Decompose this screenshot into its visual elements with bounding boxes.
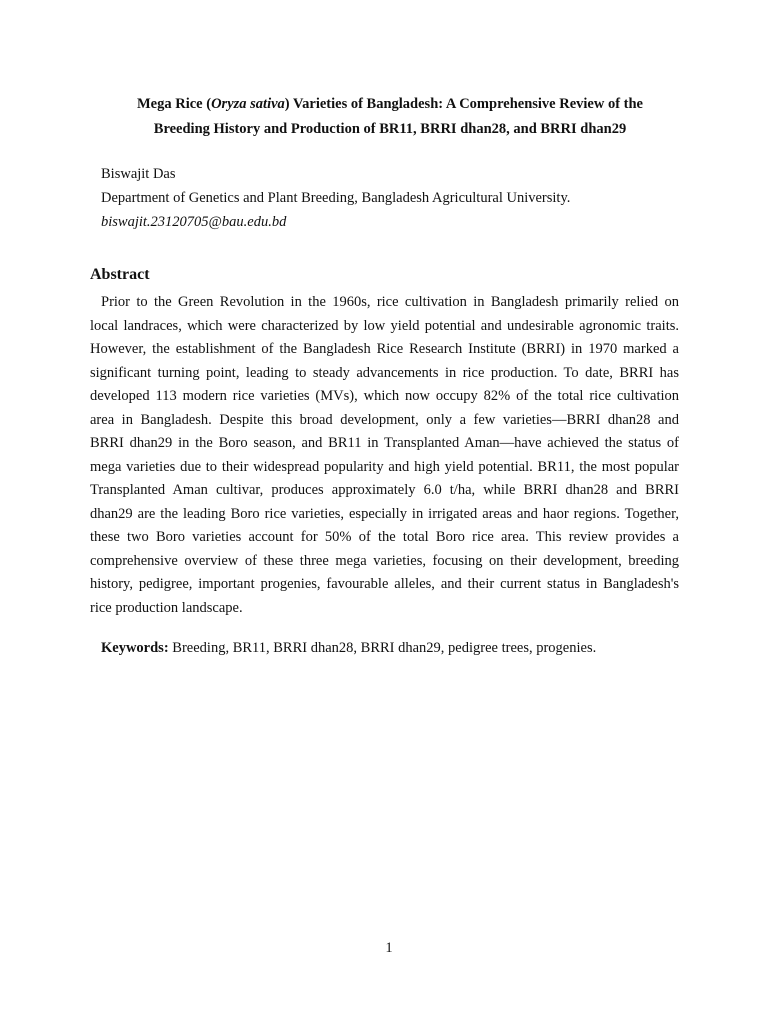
abstract-line: rice production landscape. [90, 599, 243, 616]
abstract-line: dhan29 are the leading Boro rice varieties, especially in irrigated areas and haor regions. Together, [90, 505, 679, 522]
abstract-line: However, the establishment of the Bangladesh Rice Research Institute (BRRI) in 1970 marked a [90, 341, 679, 357]
author-name: Biswajit Das [101, 166, 176, 182]
abstract-body [90, 291, 679, 620]
abstract-heading: Abstract [90, 266, 150, 283]
author-email: biswajit.23120705@bau.edu.bd [101, 214, 287, 230]
keywords-label: Keywords: [101, 640, 169, 656]
abstract-line: history, pedigree, important progenies, favourable alleles, and their current status in Bangladesh's [90, 576, 679, 592]
title-text-start: Mega Rice ( [137, 96, 212, 112]
abstract-line: mega varieties due to their widespread popularity and high yield potential. BR11, the most popular [90, 458, 679, 475]
title-species-name: Oryza sativa [211, 96, 285, 112]
abstract-line: these two Boro varieties account for 50% of the total Boro rice area. This review provides a [90, 529, 679, 545]
author-affiliation: Department of Genetics and Plant Breeding, Bangladesh Agricultural University. [101, 190, 571, 206]
abstract-line: area in Bangladesh. Despite this broad development, only a few varieties—BRRI dhan28 and [90, 411, 679, 428]
keywords-text: Breeding, BR11, BRRI dhan28, BRRI dhan29, pedigree trees, progenies. [168, 640, 597, 656]
title-line-1 [90, 92, 690, 117]
abstract-line: developed 113 modern rice varieties (MVs), which now occupy 82% of the total rice cultivation [90, 388, 679, 404]
title-line-2: Breeding History and Production of BR11, BRRI dhan28, and BRRI dhan29 [153, 121, 627, 137]
paper-title [90, 92, 690, 142]
page-number: 1 [385, 940, 393, 956]
abstract-line: Transplanted Aman cultivar, produces approximately 6.0 t/ha, while BRRI dhan28 and BRRI [90, 482, 679, 498]
abstract-line: local landraces, which were characterized by low yield potential and undesirable agronomic traits. [90, 317, 679, 334]
title-text-end: ) Varieties of Bangladesh: A Comprehensive Review of the [284, 96, 643, 112]
keywords [101, 637, 596, 659]
abstract-line: Prior to the Green Revolution in the 1960s, rice cultivation in Bangladesh primarily relied on [101, 294, 679, 310]
abstract-line: comprehensive overview of these three mega varieties, focusing on their development, breeding [90, 552, 679, 569]
author-block [101, 162, 570, 234]
abstract-line: BRRI dhan29 in the Boro season, and BR11 in Transplanted Aman—have achieved the status of [90, 435, 679, 451]
abstract-line: significant turning point, leading to steady advancements in rice production. To date, BRRI has [90, 364, 679, 381]
